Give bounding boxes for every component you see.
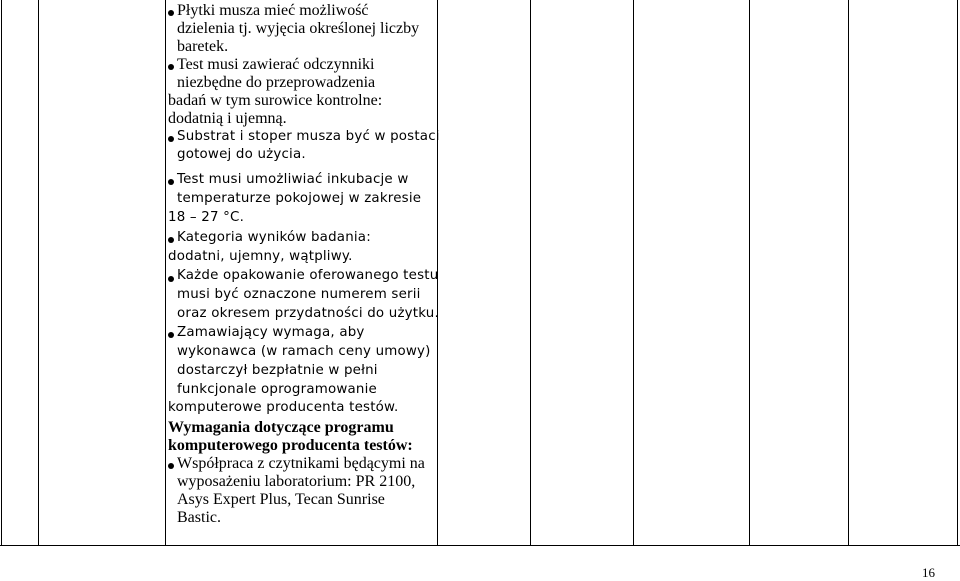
requirement-line: Kategoria wyników badania: <box>177 230 371 245</box>
requirement-line: dodatnią i ujemną. <box>168 110 287 127</box>
table-column-divider <box>848 0 849 546</box>
requirement-line: Każde opakowanie oferowanego testu <box>177 268 439 283</box>
table-border-left <box>1 0 2 546</box>
table-column-divider <box>749 0 750 546</box>
table-column-divider <box>530 0 531 546</box>
table-column-divider <box>633 0 634 546</box>
bullet-icon <box>168 463 174 469</box>
requirement-line: wykonawca (w ramach ceny umowy) <box>177 344 431 359</box>
bullet-icon <box>168 136 174 142</box>
requirement-line: oraz okresem przydatności do użytku. <box>177 306 439 321</box>
table-column-divider <box>38 0 39 546</box>
requirement-line: Płytki musza mieć możliwość <box>177 2 369 19</box>
software-heading-line: Wymagania dotyczące programu <box>168 419 394 436</box>
page-number: 16 <box>922 565 935 580</box>
requirement-line: Współpraca z czytnikami będącymi na <box>177 455 425 472</box>
requirement-line: 18 – 27 °C. <box>168 210 245 225</box>
requirement-line: dostarczył bezpłatnie w pełni <box>177 363 378 378</box>
requirement-line: temperaturze pokojowej w zakresie <box>177 191 422 206</box>
requirement-line: Zamawiający wymaga, aby <box>177 325 365 340</box>
requirement-line: dzielenia tj. wyjęcia określonej liczby <box>177 20 420 37</box>
requirement-line: Bastic. <box>177 509 221 526</box>
requirement-line: Substrat i stoper musza być w postaci <box>177 129 440 144</box>
bullet-icon <box>168 10 174 16</box>
requirement-line: komputerowe producenta testów. <box>168 400 399 415</box>
requirement-line: baretek. <box>177 38 229 55</box>
requirement-line: Asys Expert Plus, Tecan Sunrise <box>177 491 385 508</box>
requirement-line: dodatni, ujemny, wątpliwy. <box>168 249 353 264</box>
table-column-divider <box>165 0 166 546</box>
requirement-line: gotowej do użycia. <box>177 147 306 162</box>
software-heading-line: komputerowego producenta testów: <box>168 437 413 454</box>
table-border-right <box>957 0 958 546</box>
bullet-icon <box>168 64 174 70</box>
bullet-icon <box>168 332 174 338</box>
requirement-line: niezbędne do przeprowadzenia <box>177 74 376 91</box>
requirement-line: musi być oznaczone numerem serii <box>177 287 421 302</box>
table-border-bottom <box>0 545 960 546</box>
requirement-line: Test musi umożliwiać inkubacje w <box>177 172 409 187</box>
bullet-icon <box>168 179 174 185</box>
bullet-icon <box>168 276 174 282</box>
requirement-line: wyposażeniu laboratorium: PR 2100, <box>177 473 416 490</box>
requirement-line: funkcjonale oprogramowanie <box>177 382 377 397</box>
requirement-line: badań w tym surowice kontrolne: <box>168 92 383 109</box>
requirement-line: Test musi zawierać odczynniki <box>177 56 375 73</box>
bullet-icon <box>168 237 174 243</box>
